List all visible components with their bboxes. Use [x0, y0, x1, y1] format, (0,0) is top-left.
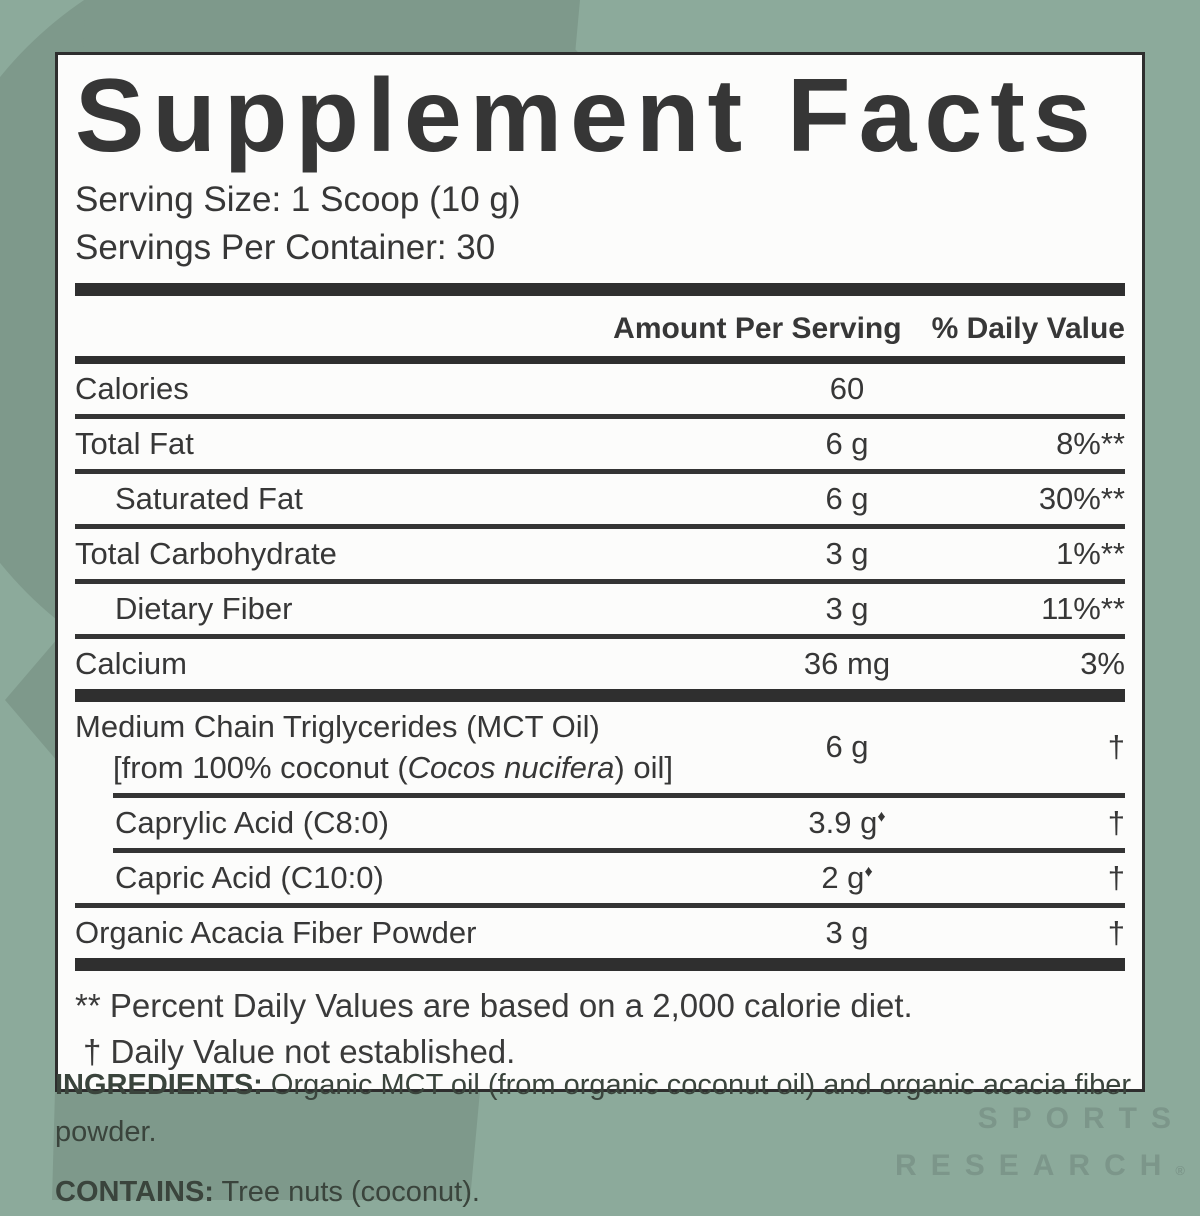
amount-per-serving-header: Amount Per Serving: [613, 312, 902, 346]
divider-thick: [75, 958, 1125, 971]
daily-value: 30%**: [1038, 481, 1125, 517]
brand-line-sports: SPORTS: [977, 1102, 1185, 1135]
nutrient-name: Total Fat: [75, 426, 194, 462]
daily-value: †: [1107, 859, 1125, 895]
brand-line-research: RESEARCH®: [895, 1148, 1185, 1182]
panel-title: Supplement Facts: [75, 58, 1099, 174]
amount-value: 2 g♦: [821, 859, 873, 895]
table-row: [75, 364, 1125, 414]
table-row: [75, 584, 1125, 634]
daily-value: †: [1107, 729, 1125, 765]
serving-size-line: Serving Size: 1 Scoop (10 g): [75, 180, 521, 220]
table-row: [75, 419, 1125, 469]
daily-value: 1%**: [1056, 535, 1125, 571]
daily-value: †: [1107, 914, 1125, 950]
amount-value: 3 g: [825, 590, 869, 626]
amount-value: 3 g: [825, 914, 869, 950]
table-row: [75, 474, 1125, 524]
table-row: [75, 529, 1125, 579]
daily-value: 8%**: [1056, 426, 1125, 462]
daily-value: 3%: [1080, 645, 1125, 681]
nutrient-name: Total Carbohydrate: [75, 535, 337, 571]
daily-value: 11%**: [1041, 590, 1125, 626]
divider-thick: [75, 283, 1125, 296]
registered-mark: ®: [1175, 1162, 1185, 1178]
nutrient-source-subline: [from 100% coconut (Cocos nucifera) oil]: [113, 750, 673, 786]
contains-label: CONTAINS:: [55, 1175, 214, 1208]
footnote-dagger: † Daily Value not established.: [83, 1032, 516, 1070]
amount-value: 6 g: [825, 481, 869, 517]
divider-medium: [75, 356, 1125, 364]
amount-value: 60: [829, 371, 865, 407]
divider-thick: [75, 689, 1125, 702]
table-row: [75, 853, 1125, 903]
nutrient-name: Saturated Fat: [115, 481, 303, 517]
amount-diamond-mark: ♦: [877, 807, 886, 826]
amount-value: 3.9 g♦: [808, 805, 886, 841]
table-row: [75, 639, 1125, 689]
table-row: [75, 702, 1125, 794]
ingredients-text: Organic MCT oil (from organic coconut oil) and organic acacia fiber powder.: [55, 1069, 1132, 1148]
nutrient-name: Caprylic Acid (C8:0): [115, 805, 389, 841]
ingredients-label: INGREDIENTS:: [55, 1069, 263, 1101]
daily-value-header: % Daily Value: [931, 312, 1125, 346]
nutrient-name: Capric Acid (C10:0): [115, 860, 384, 896]
nutrient-name: Organic Acacia Fiber Powder: [75, 914, 477, 950]
amount-value: 6 g: [825, 426, 869, 462]
amount-diamond-mark: ♦: [864, 862, 873, 881]
supplement-facts-panel: [55, 52, 1145, 1092]
footnote-daily-values: ** Percent Daily Values are based on a 2,000 calorie diet.: [75, 986, 913, 1024]
nutrition-table: [75, 364, 1125, 970]
table-row: [75, 908, 1125, 958]
brand-watermark: [895, 1096, 1185, 1189]
table-header: [75, 296, 1125, 356]
nutrient-name: Medium Chain Triglycerides (MCT Oil) [from 100% coconut (Cocos nucifera) oil]: [75, 702, 757, 794]
servings-per-container-line: Servings Per Container: 30: [75, 228, 496, 268]
nutrient-name: Calcium: [75, 645, 187, 681]
amount-value: 6 g: [825, 729, 869, 765]
amount-value: 3 g: [825, 535, 869, 571]
table-row: [75, 798, 1125, 848]
nutrient-name: Dietary Fiber: [115, 590, 293, 626]
amount-value: 36 mg: [803, 645, 891, 681]
nutrient-name: Calories: [75, 371, 189, 407]
daily-value: †: [1107, 805, 1125, 841]
contains-text: Tree nuts (coconut).: [213, 1175, 480, 1208]
